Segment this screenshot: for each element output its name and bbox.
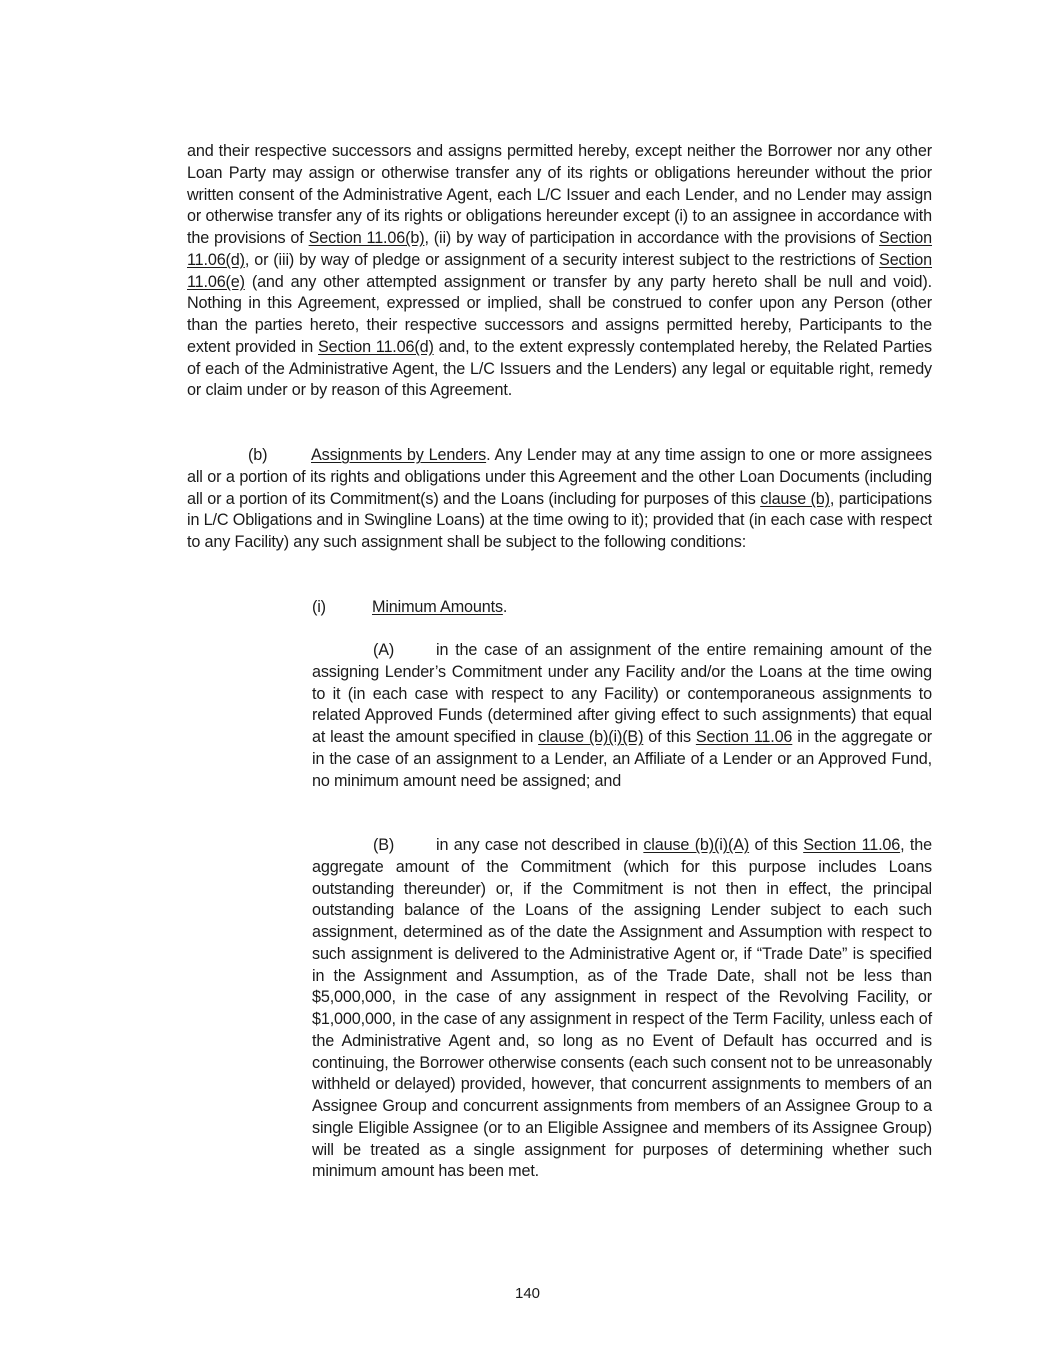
section-reference: Section 11.06 xyxy=(695,728,793,747)
text: in the aggregate or in the case of an assignment to a Lender, an Affiliate of a Lender or an Approved Fund, no minimum amount need be assigned; and xyxy=(312,728,932,790)
paragraph-i xyxy=(312,597,932,619)
text: , participations in L/C Obligations and in Swingline Loans) at the time owing to it); provided that (in each case with respect to any Facility) any such assignment shall be subject to the following conditions: xyxy=(187,489,932,552)
clause-label: (B) xyxy=(373,836,395,855)
clause-heading: Assignments by Lenders xyxy=(311,446,487,465)
clause-label: (A) xyxy=(373,641,395,660)
clause-label: (i) xyxy=(312,598,326,617)
text: . xyxy=(502,598,508,617)
paragraph-b xyxy=(187,445,932,554)
paragraph-A xyxy=(312,640,932,792)
section-reference: Section 11.06(e) xyxy=(187,250,932,291)
text: of this xyxy=(749,836,804,855)
clause-label: (b) xyxy=(248,446,268,465)
clause-reference: clause (b)(i)(A) xyxy=(643,836,750,855)
section-reference: Section 11.06(b) xyxy=(308,229,425,248)
text: and, to the extent expressly contemplated hereby, the Related Parties of each of the Administrative Agent, the L/C Issuers and the Lenders) any legal or equitable right, remedy or claim under or by reason of this Agreement. xyxy=(187,337,932,400)
text: (and any other attempted assignment or transfer by any party hereto shall be null and void). Nothing in this Agreement, expressed or implied, shall be construed to confer upon any Person (other than the parties hereto, their respective successors and assigns permitted hereby, Participants to the extent provided in xyxy=(187,272,932,356)
section-reference: Section 11.06(d) xyxy=(318,337,434,356)
paragraph-B xyxy=(312,835,932,1183)
text: in any case not described in xyxy=(436,836,644,855)
paragraph-continuation xyxy=(187,141,932,402)
text: and their respective successors and assigns permitted hereby, except neither the Borrower nor any other Loan Party may assign or otherwise transfer any of its rights or obligations hereunder without the prior written consent of the Administrative Agent, each L/C Issuer and each Lender, and no Lender may assign or otherwise transfer any of its rights or obligations hereunder except (i) to an assignee in accordance with the provisions of xyxy=(187,142,932,248)
text: of this xyxy=(643,728,696,747)
text: , (ii) by way of participation in accordance with the provisions of xyxy=(424,229,880,248)
section-reference: Section 11.06 xyxy=(803,836,901,855)
text: , or (iii) by way of pledge or assignment of a security interest subject to the restrictions of xyxy=(244,250,880,269)
clause-reference: clause (b)(i)(B) xyxy=(538,728,644,747)
text: . Any Lender may at any time assign to one or more assignees all or a portion of its rights and obligations under this Agreement and the other Loan Documents (including all or a portion of its Commitment(s) and the Loans (including for purposes of this xyxy=(187,446,932,508)
clause-heading: Minimum Amounts xyxy=(372,598,503,617)
text: in the case of an assignment of the entire remaining amount of the assigning Lender’s Commitment under any Facility and/or the Loans at the time owing to it (in each case with respect to any Facility) or contemporaneous assignments to related Approved Funds (determined after giving effect to such assignments) that equal at least the amount specified in xyxy=(312,641,932,747)
page-number: 140 xyxy=(514,1285,541,1302)
clause-reference: clause (b) xyxy=(760,489,830,508)
section-reference: Section 11.06(d) xyxy=(187,229,932,269)
text: , the aggregate amount of the Commitment (which for this purpose includes Loans outstanding thereunder) or, if the Commitment is not then in effect, the principal outstanding balance of the Loans of the assigning Lender subject to each such assignment, determined as of the date the Assignment and Assumption with respect to such assignment is delivered to the Administrative Agent or, if “Trade Date” is specified in the Assignment and Assumption, as of the Trade Date, shall not be less than $5,000,000, in the case of any assignment in respect of the Revolving Facility, or $1,000,000, in the case of any assignment in respect of the Term Facility, unless each of the Administrative Agent and, so long as no Event of Default has occurred and is continuing, the Borrower otherwise consents (each such consent not to be unreasonably withheld or delayed) provided, however, that concurrent assignments to members of an Assignee Group and concurrent assignments from members of an Assignee Group to a single Eligible Assignee (or to an Eligible Assignee and members of its Assignee Group) will be treated as a single assignment for purposes of determining whether such minimum amount has been met. xyxy=(312,836,932,1181)
